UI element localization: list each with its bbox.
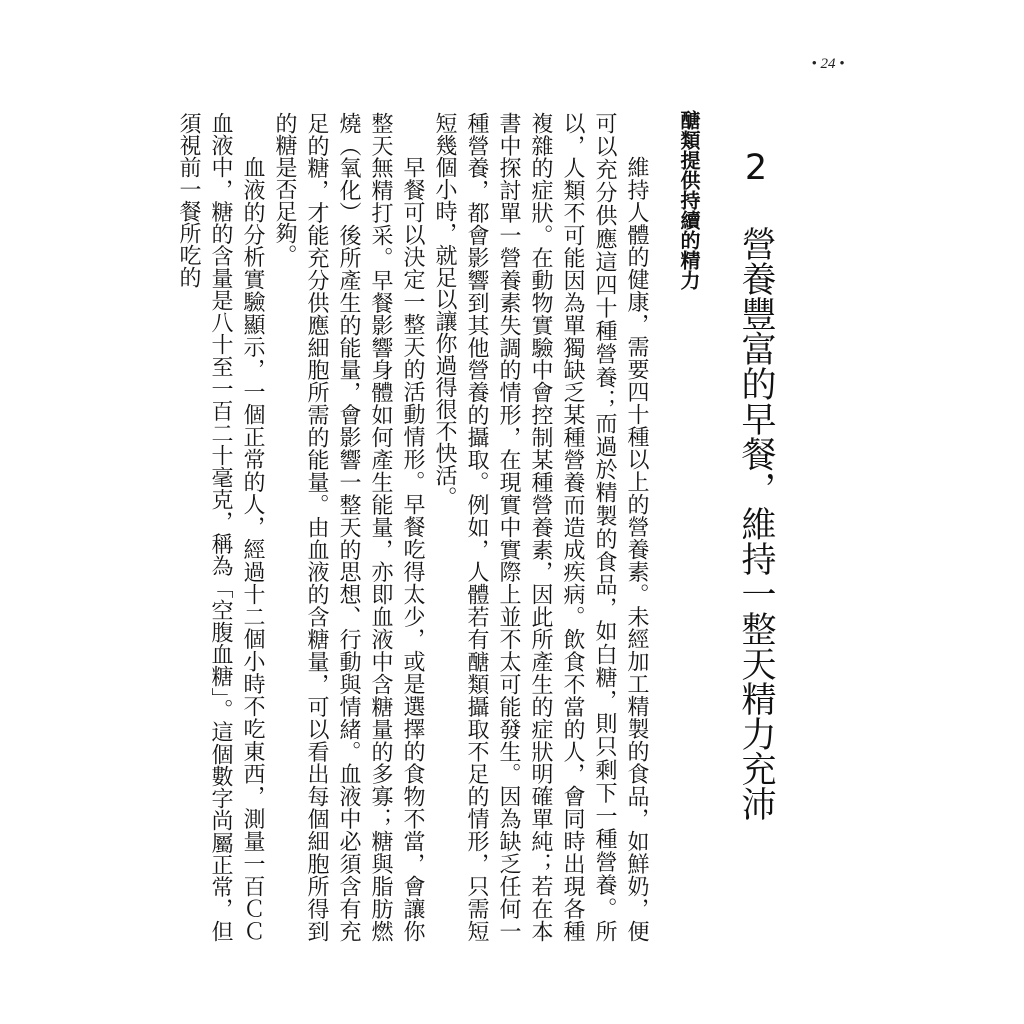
paragraph: 維持人體的健康，需要四十種以上的營養素。未經加工精製的食品，如鮮奶，便可以充分供應這四十種營養；而過於精製的食品，如白糖，則只剩下一種營養。所以，人類不可能因為單獨缺乏某種營養而造成疾病。飲食不當的人，會同時出現各種複雜的症狀。在動物實驗中會控制某種營養素，因此所產生的症狀明確單純；若在本書中探討單一營養素失調的情形，在現實中實際上並不太可能發生。因為缺乏任何一種營養，都會影響到其他營養的攝取。例如，人體若有醣類攝取不足的情形，只需短短幾個小時，就足以讓你過得很不快活。 [432, 112, 649, 942]
paragraph: 早餐可以決定一整天的活動情形。早餐吃得太少，或是選擇的食物不當，會讓你整天無精打采。早餐影響身體如何產生能量，亦即血液中含糖量的多寡；糖與脂肪燃燒（氧化）後所產生的能量，會影響一整天的思想、行動與情緒。血液中必須含有充足的糖，才能充分供應細胞所需的能量。由血液的含糖量，可以看出每個細胞所得到的糖是否足夠。 [272, 112, 425, 942]
chapter-title-text: 營養豐富的早餐，維持一整天精力充沛 [736, 226, 776, 821]
page-number: • 24 • [811, 56, 845, 72]
chapter-title [734, 148, 778, 821]
chapter-number: 2 [736, 148, 776, 188]
section-heading: 醣類提供持續的精力 [677, 110, 701, 290]
body-text [176, 112, 652, 942]
paragraph: 血液的分析實驗顯示，一個正常的人，經過十二個小時不吃東西，測量一百ＣＣ血液中，糖的含量是八十至一百二十毫克，稱為「空腹血糖」。這個數字尚屬正常，但須視前一餐所吃的 [176, 112, 265, 942]
